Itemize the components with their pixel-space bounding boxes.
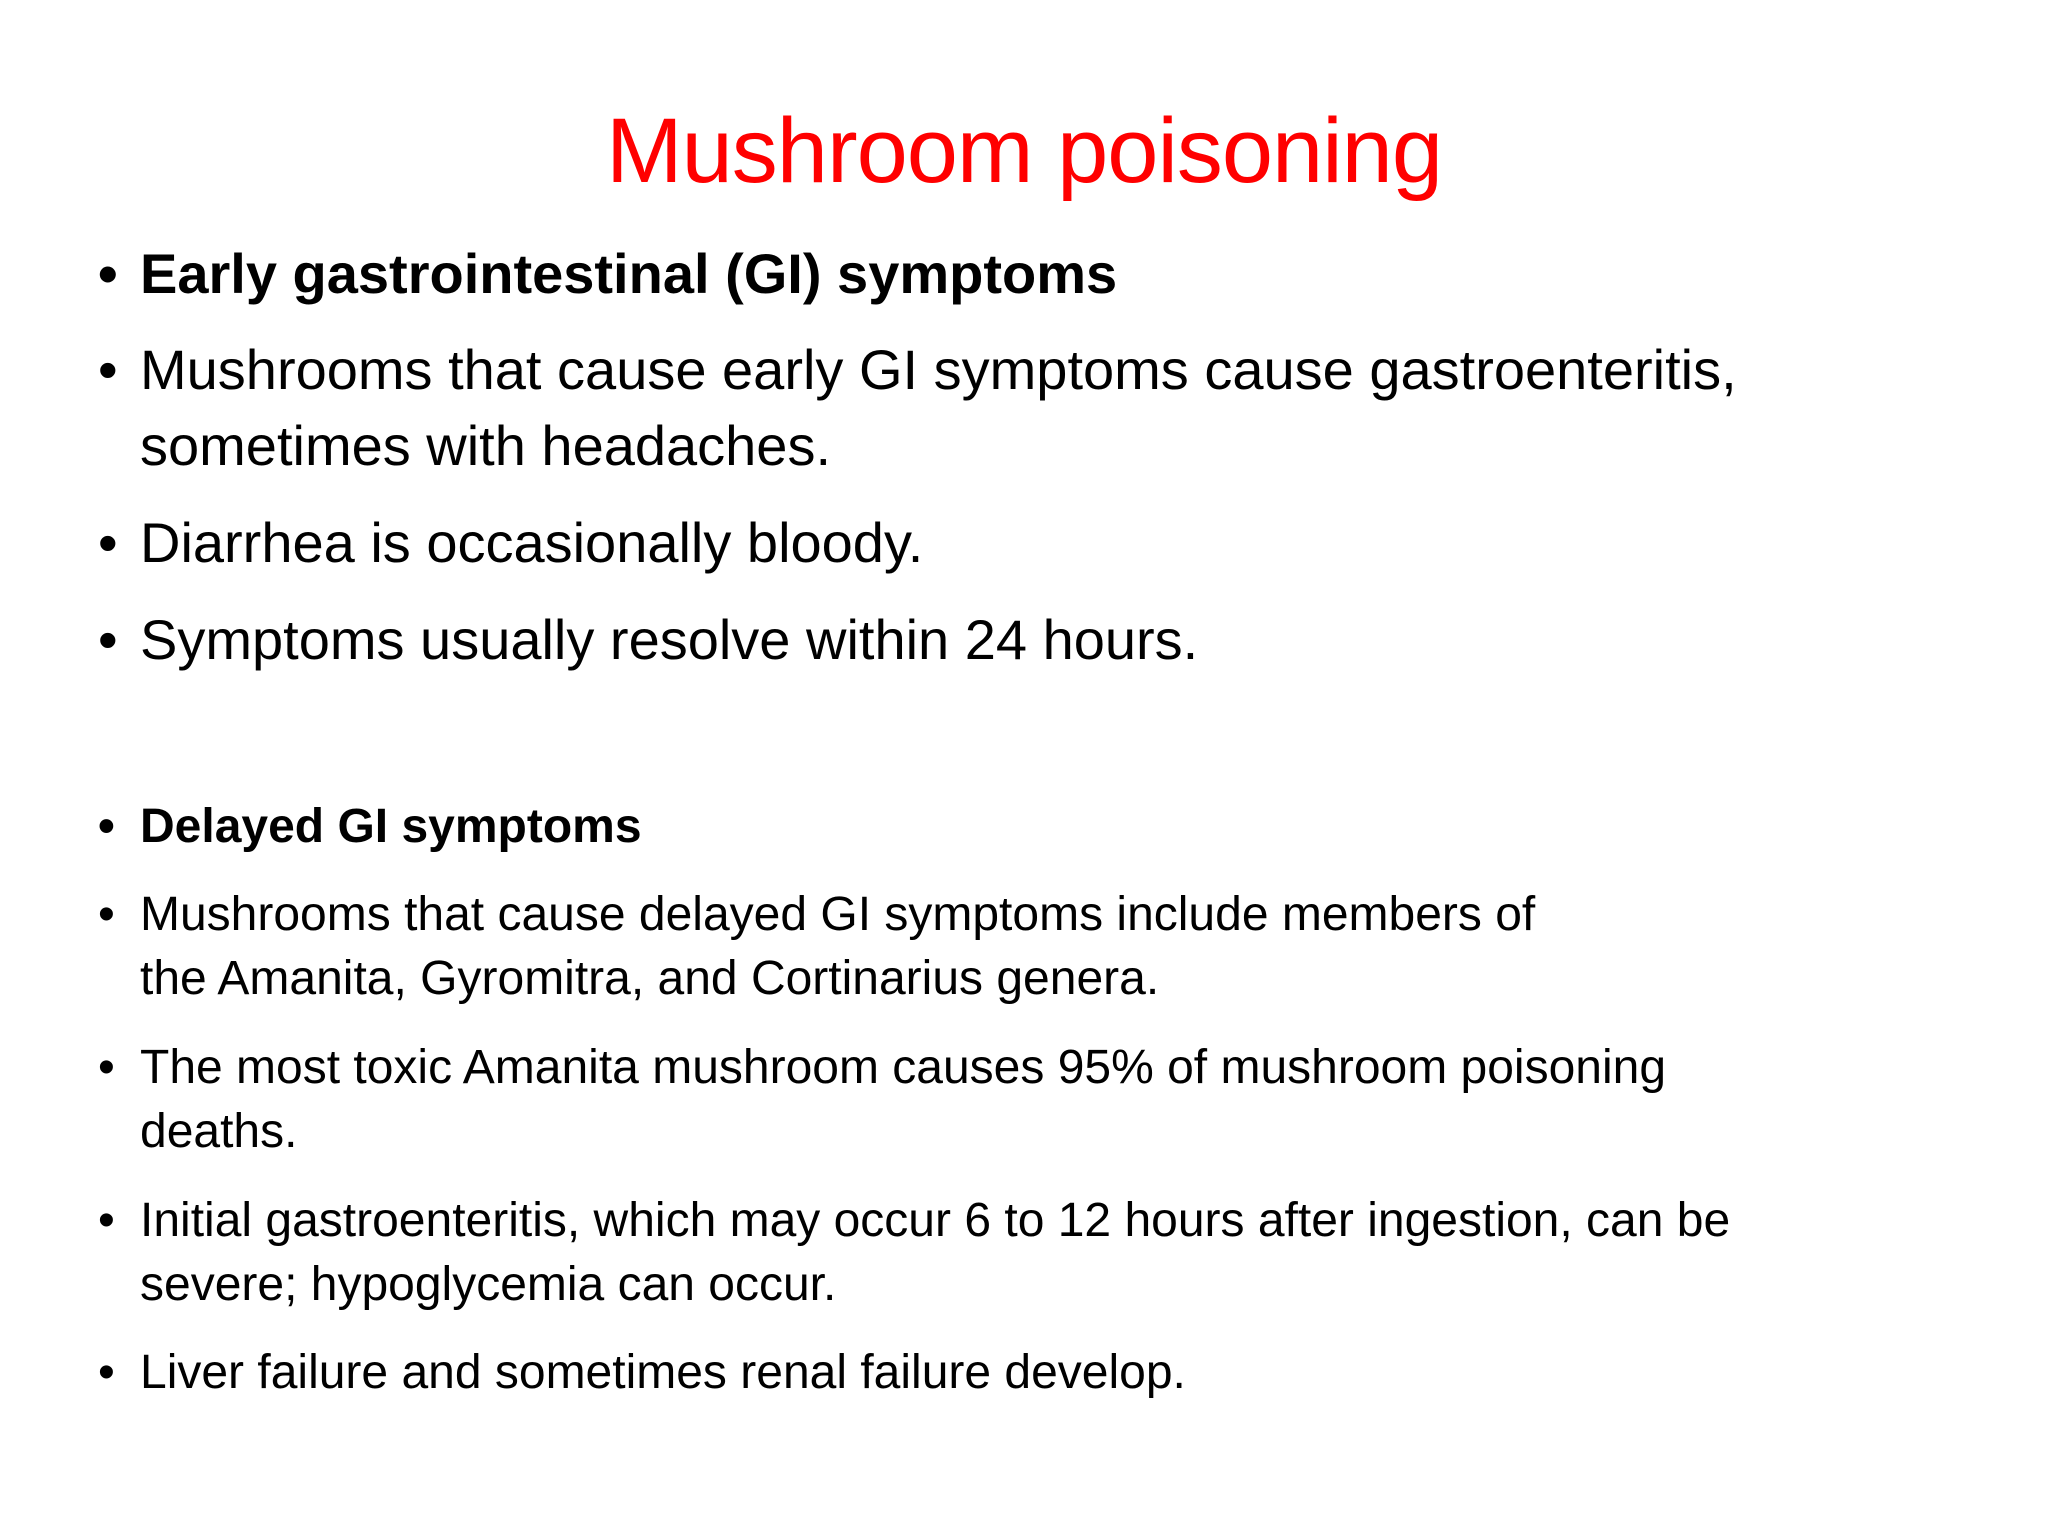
bullet-text-line-2: severe; hypoglycemia can occur. xyxy=(140,1258,837,1311)
slide-title: Mushroom poisoning xyxy=(605,100,1442,202)
bullet-text-line-2: deaths. xyxy=(140,1105,298,1158)
bullet-text: Early gastrointestinal (GI) symptoms xyxy=(140,242,1118,305)
bullet-text: Liver failure and sometimes renal failure develop. xyxy=(140,1346,1186,1399)
bullet-dot: • xyxy=(98,800,115,853)
bullet-dot: • xyxy=(98,242,118,305)
bullet-dot: • xyxy=(98,338,118,401)
bullet-dot: • xyxy=(98,1041,115,1094)
bullet-text-line-2: the Amanita, Gyromitra, and Cortinarius genera. xyxy=(140,952,1160,1005)
bullet-text: Diarrhea is occasionally bloody. xyxy=(140,511,924,574)
bullet-text-line-1: Mushrooms that cause early GI symptoms cause gastroenteritis, xyxy=(140,338,1737,401)
bullet-text: Symptoms usually resolve within 24 hours. xyxy=(140,608,1199,671)
bullet-dot: • xyxy=(98,1194,115,1247)
bullet-text-line-1: Mushrooms that cause delayed GI symptoms include members of xyxy=(140,888,1536,941)
bullet-dot: • xyxy=(98,888,115,941)
bullet-text-line-1: The most toxic Amanita mushroom causes 95% of mushroom poisoning xyxy=(140,1041,1667,1094)
bullet-text: Delayed GI symptoms xyxy=(140,800,642,853)
bullet-text-line-2: sometimes with headaches. xyxy=(140,414,832,477)
bullet-dot: • xyxy=(98,511,118,574)
bullet-text-line-1: Initial gastroenteritis, which may occur 6 to 12 hours after ingestion, can be xyxy=(140,1194,1731,1247)
bullet-dot: • xyxy=(98,1346,115,1399)
bullet-dot: • xyxy=(98,608,118,671)
